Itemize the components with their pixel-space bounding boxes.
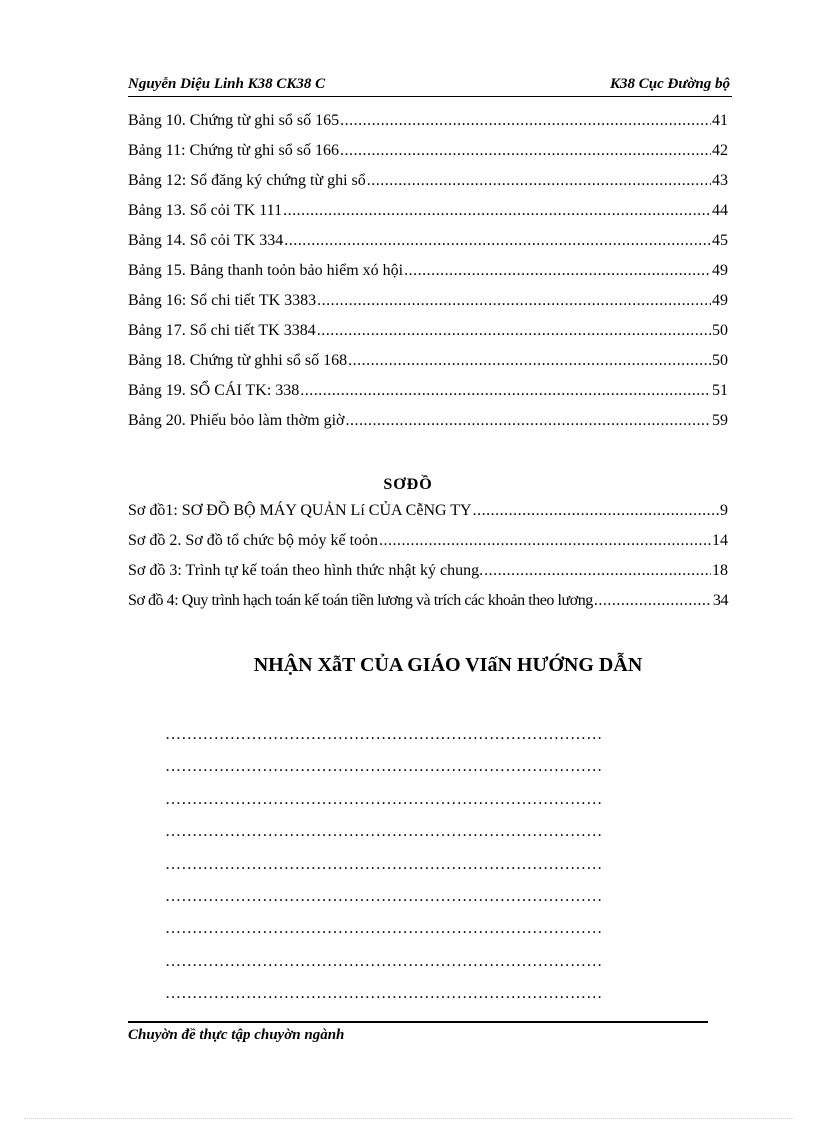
diagram-list [128, 502, 728, 622]
toc-entry: Sơ đồ 3: Trình tự kế toán theo hình thức nhật ký chung. ..... 18 [128, 562, 728, 592]
toc-entry: Bảng 11: Chứng từ ghi sổ số 166 ..... 42 [128, 142, 728, 172]
toc-entry: Bảng 19. SỔ CÁI TK: 338 ..... 51 [128, 382, 728, 412]
blank-line: ……………………………………………………………………… [165, 726, 603, 743]
toc-entry: Bảng 20. Phiếu bỏo làm thờm giờ ..... 59 [128, 412, 728, 442]
blank-line: ……………………………………………………………………… [165, 985, 603, 1003]
toc-entry: Bảng 13. Sổ cỏi TK 111 ..... 44 [128, 202, 728, 232]
blank-line: ……………………………………………………………………… [165, 952, 603, 970]
comment-lines [165, 726, 705, 1018]
toc-entry: Sơ đồ1: SƠ ĐỒ BỘ MÁY QUẢN Lí CỦA CễNG TY ..... 9 [128, 502, 728, 532]
footer-divider [128, 1021, 708, 1023]
toc-entry: Bảng 10. Chứng từ ghi sổ số 165 ..... 41 [128, 112, 728, 142]
toc-entry: Sơ đồ 2. Sơ đồ tổ chức bộ mỏy kế toỏn ..... 14 [128, 532, 728, 562]
toc-entry: Bảng 17. Sổ chi tiết TK 3384 ..... 50 [128, 322, 728, 352]
toc-entry: Bảng 15. Bảng thanh toỏn bảo hiểm xó hội ..... 49 [128, 262, 728, 292]
toc-entry: Bảng 18. Chứng từ ghhi sổ số 168 ..... 50 [128, 352, 728, 382]
table-list [128, 112, 728, 442]
toc-entry: Bảng 12: Sổ đăng ký chứng từ ghi sổ ..... 43 [128, 172, 728, 202]
blank-line: ……………………………………………………………………… [165, 823, 603, 841]
page-header [128, 74, 732, 97]
toc-entry: Bảng 16: Sổ chi tiết TK 3383 ..... 49 [128, 292, 728, 322]
header-author: Nguyễn Diệu Linh K38 CK38 C [128, 76, 326, 92]
blank-line: ……………………………………………………………………… [165, 920, 603, 938]
blank-line: ……………………………………………………………………… [165, 887, 603, 905]
page-footer: Chuyờn đề thực tập chuyờn ngành [128, 1027, 345, 1043]
page-edge-divider [24, 1118, 794, 1119]
blank-line: ……………………………………………………………………… [165, 758, 603, 776]
comment-heading: NHẬN XẫT CỦA GIÁO VIấN HƯỚNG DẪN [253, 654, 643, 676]
diagrams-heading: SƠĐỒ [383, 476, 433, 493]
toc-entry: Bảng 14. Sổ cỏi TK 334 ..... 45 [128, 232, 728, 262]
header-organization: K38 Cục Đường bộ [610, 76, 730, 92]
blank-line: ……………………………………………………………………… [165, 855, 603, 873]
toc-entry: Sơ đồ 4: Quy trình hạch toán kế toán tiền lương và trích các khoản theo lương ..... 34 [128, 592, 728, 622]
blank-line: ……………………………………………………………………… [165, 790, 603, 808]
